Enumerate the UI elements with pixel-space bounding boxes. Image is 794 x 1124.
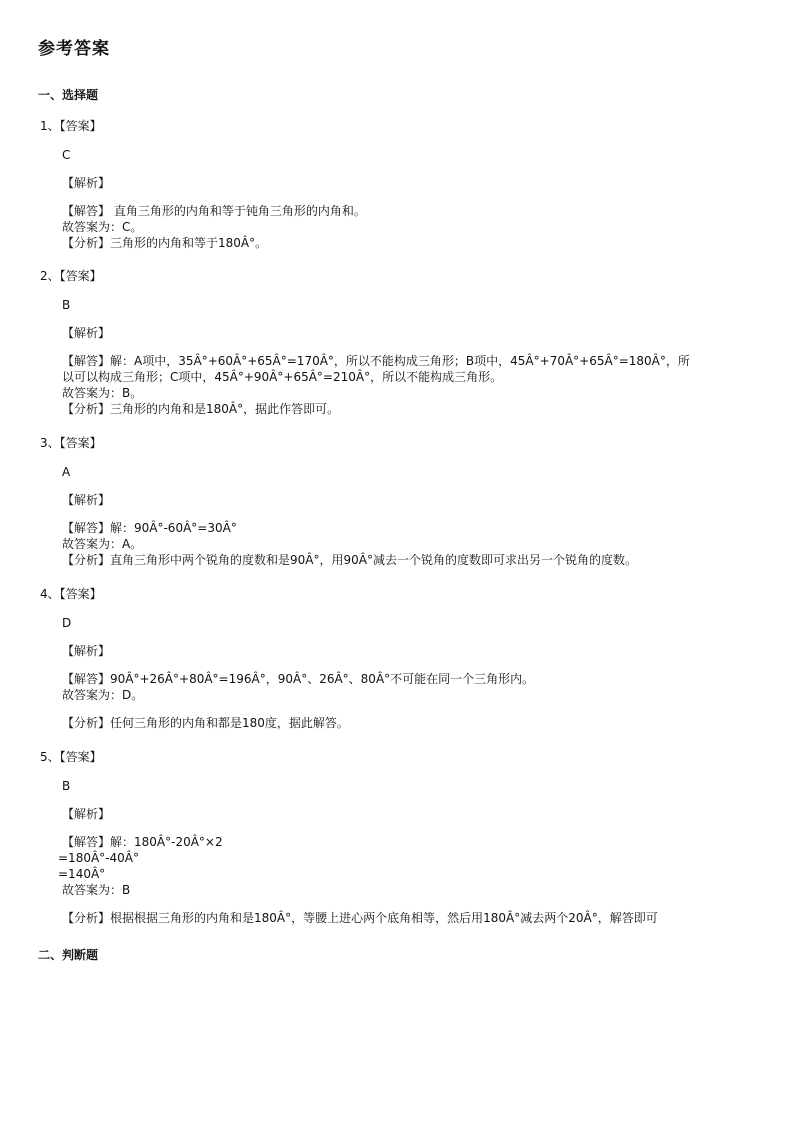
analysis-label: 【解析】 [62,644,111,658]
question-number: 2、 [40,269,60,283]
answer-label: 【答案】 [59,587,102,601]
answer-option: B [62,779,71,793]
answer-option: D [62,616,72,630]
explanation-line: 故答案为：B。 [62,386,143,400]
explanation-text [62,203,722,251]
section-heading-choice: 一、选择题 [38,88,99,102]
question-header [40,749,102,765]
page-title: 参考答案 [38,39,110,59]
explanation-line: 【分析】根据根据三角形的内角和是180Â°，等腰上进心两个底角相等，然后用180Â°减去两个20Â°，解答即可 [62,911,658,925]
question-number: 1、 [40,119,60,133]
question-header [40,586,102,602]
analysis-label: 【解析】 [62,176,111,190]
explanation-text [62,671,722,731]
answer-label: 【答案】 [59,269,102,283]
answer-label: 【答案】 [59,750,102,764]
explanation-line: =180Â°-40Â° [58,851,139,865]
analysis-label: 【解析】 [62,326,111,340]
explanation-line: 【解答】 直角三角形的内角和等于钝角三角形的内角和。 [62,204,366,218]
question-number: 5、 [40,750,60,764]
explanation-line: 【解答】90Â°+26Â°+80Â°=196Â°，90Â°、26Â°、80Â°不可能在同一个三角形内。 [62,672,535,686]
explanation-line: 【分析】三角形的内角和是180Â°，据此作答即可。 [62,402,340,416]
explanation-line: 故答案为：A。 [62,537,143,551]
analysis-label: 【解析】 [62,493,111,507]
answer-label: 【答案】 [59,436,102,450]
answer-option: C [62,148,71,162]
explanation-line: 以可以构成三角形；C项中，45Â°+90Â°+65Â°=210Â°，所以不能构成三角形。 [62,370,503,384]
answer-label: 【答案】 [59,119,102,133]
explanation-line: 【分析】三角形的内角和等于180Â°。 [62,236,268,250]
explanation-line: 【分析】任何三角形的内角和都是180度，据此解答。 [62,716,349,730]
explanation-text [62,520,722,568]
question-header [40,268,102,284]
paragraph-gap [62,703,722,715]
explanation-line: 【分析】直角三角形中两个锐角的度数和是90Â°，用90Â°减去一个锐角的度数即可求出另一个锐角的度数。 [62,553,637,567]
question-header [40,118,102,134]
explanation-line: 【解答】解：A项中，35Â°+60Â°+65Â°=170Â°，所以不能构成三角形；B项中，45Â°+70Â°+65Â°=180Â°，所 [62,354,690,368]
section-heading-judgement: 二、判断题 [38,948,99,962]
explanation-line: 故答案为：D。 [62,688,144,702]
question-number: 4、 [40,587,60,601]
explanation-line: =140Â° [58,867,106,881]
question-header [40,435,102,451]
explanation-line: 故答案为：B [62,883,131,897]
answer-option: B [62,298,71,312]
explanation-text [58,834,722,926]
explanation-line: 【解答】解：180Â°-20Â°×2 [62,835,223,849]
explanation-line: 【解答】解：90Â°-60Â°=30Â° [62,521,237,535]
explanation-text [62,353,722,417]
question-number: 3、 [40,436,60,450]
answer-option: A [62,465,71,479]
paragraph-gap [62,898,722,910]
explanation-line: 故答案为：C。 [62,220,143,234]
analysis-label: 【解析】 [62,807,111,821]
